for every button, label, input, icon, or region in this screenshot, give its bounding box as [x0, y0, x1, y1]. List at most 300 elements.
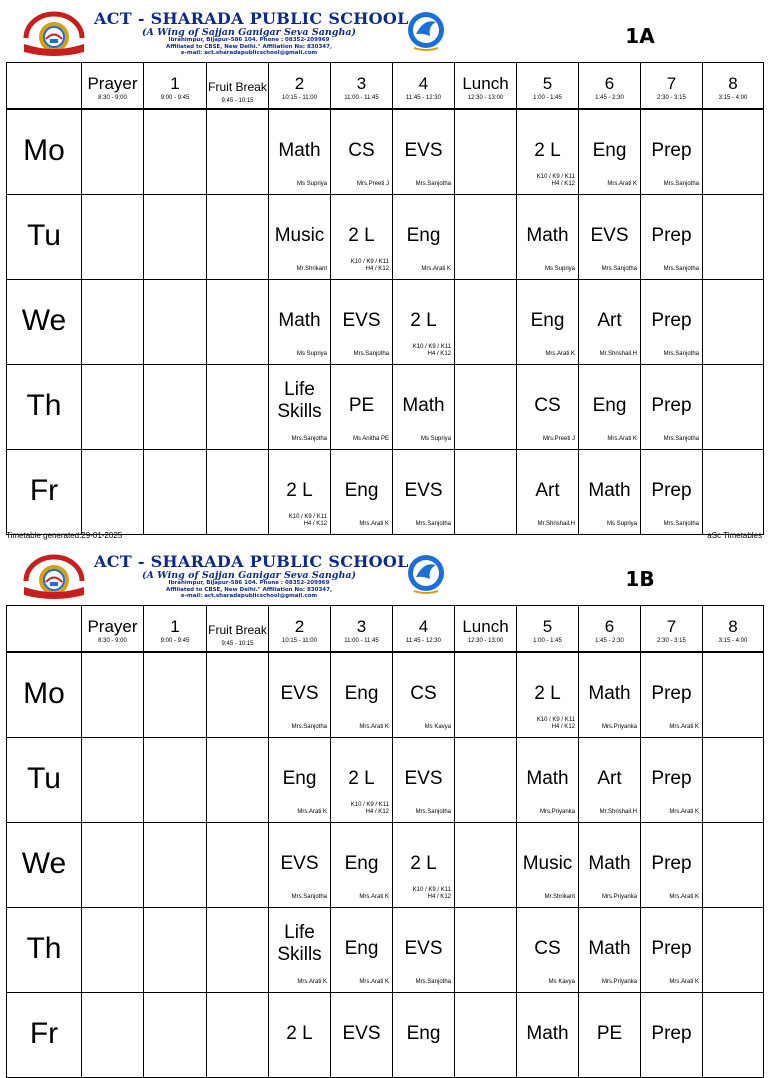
lesson-cell: [455, 109, 517, 195]
teacher-name: Mrs.Arati K: [669, 894, 699, 900]
subject-name: Prep: [651, 938, 692, 959]
lesson-cell: [207, 738, 269, 823]
generated-date: Timetable generated:29-01-2025: [6, 531, 123, 540]
period-label: 8: [728, 74, 738, 93]
period-time: 11:45 - 12:30: [406, 95, 441, 101]
subject-name: Eng: [530, 310, 565, 331]
period-time: 9:00 - 9:45: [160, 638, 190, 644]
period-header: [641, 606, 703, 653]
school-title-block: [94, 9, 409, 57]
lesson-cell: [517, 365, 579, 450]
lesson-cell: [579, 280, 641, 365]
subject-name: EVS: [590, 225, 629, 246]
period-label: Prayer: [87, 617, 138, 636]
lesson-cell: [579, 738, 641, 823]
teacher-name: Mrs.Arati K: [359, 724, 389, 730]
day-cell: [7, 280, 82, 365]
lesson-cell: [269, 365, 331, 450]
class-name: 1A: [625, 24, 655, 48]
lesson-cell: [455, 652, 517, 738]
subject-name: 2 L: [348, 225, 375, 246]
lesson-cell: [207, 823, 269, 908]
teacher-name: Ms Supriya: [296, 181, 327, 187]
timetable-1b: [0, 543, 768, 1050]
teacher-name: K10 / K9 / K11 H4 / K12: [412, 344, 451, 357]
teacher-name: Mrs.Sanjotha: [663, 436, 699, 442]
lesson-cell: [331, 365, 393, 450]
lesson-cell: [82, 450, 144, 535]
lesson-cell: [517, 195, 579, 280]
period-time: 12:30 - 13:00: [467, 638, 504, 644]
period-header: [455, 606, 517, 653]
lesson-cell: [455, 993, 517, 1078]
subject-name: Eng: [406, 1023, 441, 1044]
period-header: [331, 606, 393, 653]
lesson-cell: [331, 738, 393, 823]
period-time: 1:00 - 1:45: [533, 638, 562, 644]
subject-name: Art: [597, 310, 622, 331]
school-name: ACT - SHARADA PUBLIC SCHOOL: [94, 552, 409, 571]
lesson-cell: [517, 652, 579, 738]
subject-name: Prep: [651, 480, 692, 501]
period-label: 6: [604, 617, 615, 636]
teacher-name: Mrs.Sanjotha: [663, 521, 699, 527]
teacher-name: Mrs.Sanjotha: [415, 521, 451, 527]
subject-name: Life Skills: [277, 922, 322, 965]
school-logo-icon: [20, 8, 88, 58]
period-label: 3: [356, 74, 367, 93]
period-header: [82, 606, 144, 653]
lesson-cell: [517, 450, 579, 535]
lesson-cell: [703, 280, 764, 365]
day-cell: [7, 652, 82, 738]
lesson-cell: [269, 652, 331, 738]
teacher-name: Mrs.Sanjotha: [601, 266, 637, 272]
lesson-cell: [144, 823, 207, 908]
lesson-cell: [207, 109, 269, 195]
subject-name: Math: [526, 1023, 569, 1044]
lesson-cell: [207, 280, 269, 365]
lesson-cell: [207, 908, 269, 993]
day-name: We: [21, 304, 67, 337]
period-header: [207, 63, 269, 110]
period-time: 3:15 - 4:00: [718, 638, 748, 644]
period-time: 10:15 - 11:00: [282, 638, 317, 644]
corner-cell: [7, 63, 82, 110]
school-address-2: Affiliated to CBSE, New Delhi." Affiliation No: 830347,: [165, 586, 333, 593]
day-name: Mo: [23, 134, 65, 167]
day-name: Tu: [27, 762, 61, 795]
teacher-name: Mrs.Priyanka: [601, 979, 637, 985]
teacher-name: Mrs.Sanjotha: [291, 724, 327, 730]
lesson-cell: [82, 195, 144, 280]
lesson-cell: [82, 365, 144, 450]
teacher-name: Mrs.Priyanka: [601, 894, 637, 900]
teacher-name: Ms Supriya: [296, 351, 327, 357]
period-header: [393, 63, 455, 110]
lesson-cell: [331, 823, 393, 908]
lesson-cell: [269, 280, 331, 365]
subject-name: EVS: [404, 480, 443, 501]
lesson-cell: [703, 109, 764, 195]
teacher-name: Mrs.Arati K: [607, 181, 637, 187]
lesson-cell: [393, 738, 455, 823]
period-label: Fruit Break: [208, 623, 267, 637]
lesson-cell: [144, 450, 207, 535]
subject-name: Prep: [651, 853, 692, 874]
subject-name: Math: [526, 225, 569, 246]
subject-name: PE: [348, 395, 375, 416]
teacher-name: Mrs.Preeti J: [542, 436, 575, 442]
lesson-cell: [331, 993, 393, 1078]
school-wing: (A Wing of Sajjan Ganigar Seva Sangha): [141, 570, 357, 581]
teacher-name: Mrs.Sanjotha: [415, 809, 451, 815]
teacher-name: K10 / K9 / K11 H4 / K12: [412, 887, 451, 900]
subject-name: CS: [348, 140, 375, 161]
lesson-cell: [641, 738, 703, 823]
subject-name: 2 L: [534, 683, 561, 704]
teacher-name: Mrs.Preeti J: [356, 181, 389, 187]
lesson-cell: [579, 450, 641, 535]
period-label: Fruit Break: [208, 80, 267, 94]
lesson-cell: [455, 823, 517, 908]
lesson-cell: [641, 993, 703, 1078]
school-title-block: [94, 552, 409, 600]
period-label: 2: [294, 74, 305, 93]
subject-name: Eng: [592, 395, 627, 416]
day-cell: [7, 738, 82, 823]
period-header: [144, 63, 207, 110]
period-time: 10:15 - 11:00: [282, 95, 317, 101]
period-time: 3:15 - 4:00: [718, 95, 748, 101]
subject-name: 2 L: [286, 480, 313, 501]
subject-name: EVS: [342, 1023, 381, 1044]
lesson-cell: [144, 365, 207, 450]
lesson-cell: [393, 908, 455, 993]
lesson-cell: [641, 908, 703, 993]
subject-name: Eng: [344, 938, 379, 959]
subject-name: 2 L: [348, 768, 375, 789]
lesson-cell: [517, 823, 579, 908]
teacher-name: Mr.Shrikant: [296, 266, 327, 272]
lesson-cell: [269, 993, 331, 1078]
teacher-name: Mrs.Sanjotha: [415, 979, 451, 985]
timetable-grid: [6, 62, 764, 535]
teacher-name: K10 / K9 / K11 H4 / K12: [536, 717, 575, 730]
school-email: e-mail: act.sharadapublicschool@gmail.com: [180, 50, 318, 56]
period-time: 11:00 - 11:45: [344, 638, 379, 644]
teacher-name: Ms Supriya: [606, 521, 637, 527]
period-time: 11:45 - 12:30: [406, 638, 441, 644]
lesson-cell: [641, 823, 703, 908]
period-header: [144, 606, 207, 653]
school-name: ACT - SHARADA PUBLIC SCHOOL: [94, 9, 409, 28]
lesson-cell: [82, 652, 144, 738]
day-row: [7, 365, 764, 450]
lesson-cell: [331, 280, 393, 365]
period-header: [331, 63, 393, 110]
subject-name: Art: [535, 480, 560, 501]
teacher-name: Ms Kavya: [548, 979, 575, 985]
lesson-cell: [703, 652, 764, 738]
teacher-name: Mrs.Sanjotha: [415, 181, 451, 187]
lesson-cell: [269, 908, 331, 993]
lesson-cell: [641, 450, 703, 535]
school-logo: [20, 551, 88, 601]
timetable-grid: [6, 605, 764, 1078]
day-cell: [7, 993, 82, 1078]
lesson-cell: [144, 993, 207, 1078]
lesson-cell: [455, 280, 517, 365]
teacher-name: Mrs.Priyanka: [539, 809, 575, 815]
teacher-name: K10 / K9 / K11 H4 / K12: [350, 259, 389, 272]
lesson-cell: [331, 652, 393, 738]
teacher-name: Ms Supriya: [420, 436, 451, 442]
teacher-name: Mrs.Arati K: [359, 521, 389, 527]
subject-name: Math: [526, 768, 569, 789]
lesson-cell: [455, 450, 517, 535]
period-label: Lunch: [462, 74, 509, 93]
lesson-cell: [82, 908, 144, 993]
lesson-cell: [207, 365, 269, 450]
subject-name: Math: [588, 853, 631, 874]
lesson-cell: [393, 993, 455, 1078]
day-row: [7, 280, 764, 365]
subject-name: CS: [534, 395, 561, 416]
period-header: [207, 606, 269, 653]
day-cell: [7, 195, 82, 280]
teacher-name: K10 / K9 / K11 H4 / K12: [536, 174, 575, 187]
period-header: [517, 63, 579, 110]
lesson-cell: [393, 109, 455, 195]
lesson-cell: [517, 908, 579, 993]
subject-name: Math: [278, 310, 321, 331]
day-row: [7, 195, 764, 280]
school-address-2: Affiliated to CBSE, New Delhi." Affiliation No: 830347,: [165, 43, 333, 50]
subject-name: Eng: [344, 480, 379, 501]
subject-name: Prep: [651, 768, 692, 789]
lesson-cell: [641, 280, 703, 365]
lesson-cell: [207, 652, 269, 738]
teacher-name: Mrs.Arati K: [607, 436, 637, 442]
day-name: Fr: [29, 474, 59, 507]
lesson-cell: [144, 908, 207, 993]
lesson-cell: [269, 738, 331, 823]
subject-name: Prep: [651, 140, 692, 161]
school-logo-icon: [20, 551, 88, 601]
lesson-cell: [82, 280, 144, 365]
lesson-cell: [207, 195, 269, 280]
subject-name: CS: [534, 938, 561, 959]
teacher-name: Mrs.Arati K: [297, 979, 327, 985]
subject-name: CS: [410, 683, 437, 704]
teacher-name: Mrs.Arati K: [545, 351, 575, 357]
subject-name: EVS: [280, 853, 319, 874]
day-name: We: [21, 847, 67, 880]
lesson-cell: [455, 908, 517, 993]
period-header-row: [7, 606, 764, 653]
subject-name: Music: [274, 225, 325, 246]
school-header: [0, 0, 768, 62]
day-cell: [7, 823, 82, 908]
lesson-cell: [82, 823, 144, 908]
teacher-name: Mrs.Arati K: [421, 266, 451, 272]
teacher-name: Mr.Shrishail.H: [599, 809, 637, 815]
lesson-cell: [331, 450, 393, 535]
day-row: [7, 823, 764, 908]
period-label: Prayer: [87, 74, 138, 93]
teacher-name: Mrs.Arati K: [359, 979, 389, 985]
day-cell: [7, 109, 82, 195]
lesson-cell: [517, 738, 579, 823]
teacher-name: Mrs.Arati K: [669, 724, 699, 730]
dove-emblem-icon: [406, 8, 446, 52]
class-name: 1B: [625, 567, 655, 591]
period-header: [579, 606, 641, 653]
dove-emblem: [406, 551, 446, 595]
period-header: [455, 63, 517, 110]
lesson-cell: [269, 450, 331, 535]
lesson-cell: [393, 280, 455, 365]
teacher-name: Mrs.Sanjotha: [663, 351, 699, 357]
day-row: [7, 738, 764, 823]
period-time: 8:30 - 9:00: [98, 95, 127, 101]
subject-name: Prep: [651, 1023, 692, 1044]
period-time: 2:30 - 3:15: [657, 95, 686, 101]
teacher-name: Mrs.Sanjotha: [353, 351, 389, 357]
period-time: 1:45 - 2:30: [595, 95, 624, 101]
subject-name: Eng: [282, 768, 317, 789]
lesson-cell: [641, 195, 703, 280]
subject-name: Prep: [651, 683, 692, 704]
period-header-row: [7, 63, 764, 110]
lesson-cell: [82, 993, 144, 1078]
lesson-cell: [579, 365, 641, 450]
period-time: 2:30 - 3:15: [657, 638, 686, 644]
lesson-cell: [331, 109, 393, 195]
lesson-cell: [269, 195, 331, 280]
lesson-cell: [455, 195, 517, 280]
day-row: [7, 993, 764, 1078]
period-time: 8:30 - 9:00: [98, 638, 127, 644]
lesson-cell: [269, 823, 331, 908]
lesson-cell: [579, 652, 641, 738]
lesson-cell: [207, 993, 269, 1078]
school-address-1: Ibrahimpur, Bijapur-586 104. Phone : 08352-209969: [168, 37, 330, 43]
teacher-name: Mrs.Sanjotha: [663, 181, 699, 187]
period-header: [393, 606, 455, 653]
subject-name: PE: [596, 1023, 623, 1044]
period-label: 7: [666, 617, 677, 636]
subject-name: Math: [588, 938, 631, 959]
period-header: [82, 63, 144, 110]
subject-name: EVS: [404, 140, 443, 161]
teacher-name: Mrs.Priyanka: [601, 724, 637, 730]
lesson-cell: [517, 993, 579, 1078]
lesson-cell: [144, 652, 207, 738]
subject-name: Prep: [651, 395, 692, 416]
lesson-cell: [393, 450, 455, 535]
lesson-cell: [207, 450, 269, 535]
period-label: 4: [418, 617, 429, 636]
lesson-cell: [269, 109, 331, 195]
subject-name: Math: [588, 683, 631, 704]
teacher-name: Mrs.Arati K: [297, 809, 327, 815]
day-name: Th: [26, 932, 62, 965]
lesson-cell: [331, 195, 393, 280]
period-header: [579, 63, 641, 110]
period-label: 1: [170, 74, 180, 93]
lesson-cell: [703, 823, 764, 908]
lesson-cell: [144, 109, 207, 195]
lesson-cell: [517, 109, 579, 195]
period-header: [703, 63, 764, 110]
period-header: [269, 63, 331, 110]
period-time: 1:00 - 1:45: [533, 95, 562, 101]
period-time: 9:45 - 10:15: [221, 641, 254, 647]
subject-name: EVS: [280, 683, 319, 704]
lesson-cell: [144, 195, 207, 280]
subject-name: Prep: [651, 225, 692, 246]
teacher-name: Mrs.Sanjotha: [291, 894, 327, 900]
day-name: Th: [26, 389, 62, 422]
day-row: [7, 652, 764, 738]
lesson-cell: [579, 993, 641, 1078]
period-label: 8: [728, 617, 738, 636]
generator-credit: aSc Timetables: [707, 531, 762, 540]
teacher-name: K10 / K9 / K11 H4 / K12: [350, 802, 389, 815]
lesson-cell: [703, 195, 764, 280]
subject-name: Eng: [344, 683, 379, 704]
lesson-cell: [703, 908, 764, 993]
lesson-cell: [579, 908, 641, 993]
teacher-name: Ms Kavya: [424, 724, 451, 730]
subject-name: Math: [278, 140, 321, 161]
school-header: [0, 543, 768, 605]
period-time: 9:45 - 10:15: [221, 98, 254, 104]
day-name: Mo: [23, 677, 65, 710]
subject-name: Art: [597, 768, 622, 789]
period-label: 1: [170, 617, 180, 636]
teacher-name: Mrs.Sanjotha: [663, 266, 699, 272]
lesson-cell: [82, 109, 144, 195]
lesson-cell: [144, 280, 207, 365]
subject-name: EVS: [342, 310, 381, 331]
period-label: 5: [542, 617, 553, 636]
lesson-cell: [82, 738, 144, 823]
subject-name: 2 L: [534, 140, 561, 161]
period-label: 2: [294, 617, 305, 636]
period-label: 6: [604, 74, 615, 93]
subject-name: Eng: [592, 140, 627, 161]
dove-emblem-icon: [406, 551, 446, 595]
lesson-cell: [393, 823, 455, 908]
school-address-1: Ibrahimpur, Bijapur-586 104. Phone : 08352-209969: [168, 580, 330, 586]
subject-name: EVS: [404, 768, 443, 789]
lesson-cell: [393, 652, 455, 738]
lesson-cell: [703, 450, 764, 535]
period-time: 11:00 - 11:45: [344, 95, 379, 101]
subject-name: 2 L: [410, 310, 437, 331]
period-time: 12:30 - 13:00: [467, 95, 504, 101]
subject-name: Life Skills: [277, 379, 322, 422]
lesson-cell: [455, 738, 517, 823]
subject-name: Prep: [651, 310, 692, 331]
lesson-cell: [144, 738, 207, 823]
period-label: 3: [356, 617, 367, 636]
period-header: [641, 63, 703, 110]
subject-name: Eng: [344, 853, 379, 874]
